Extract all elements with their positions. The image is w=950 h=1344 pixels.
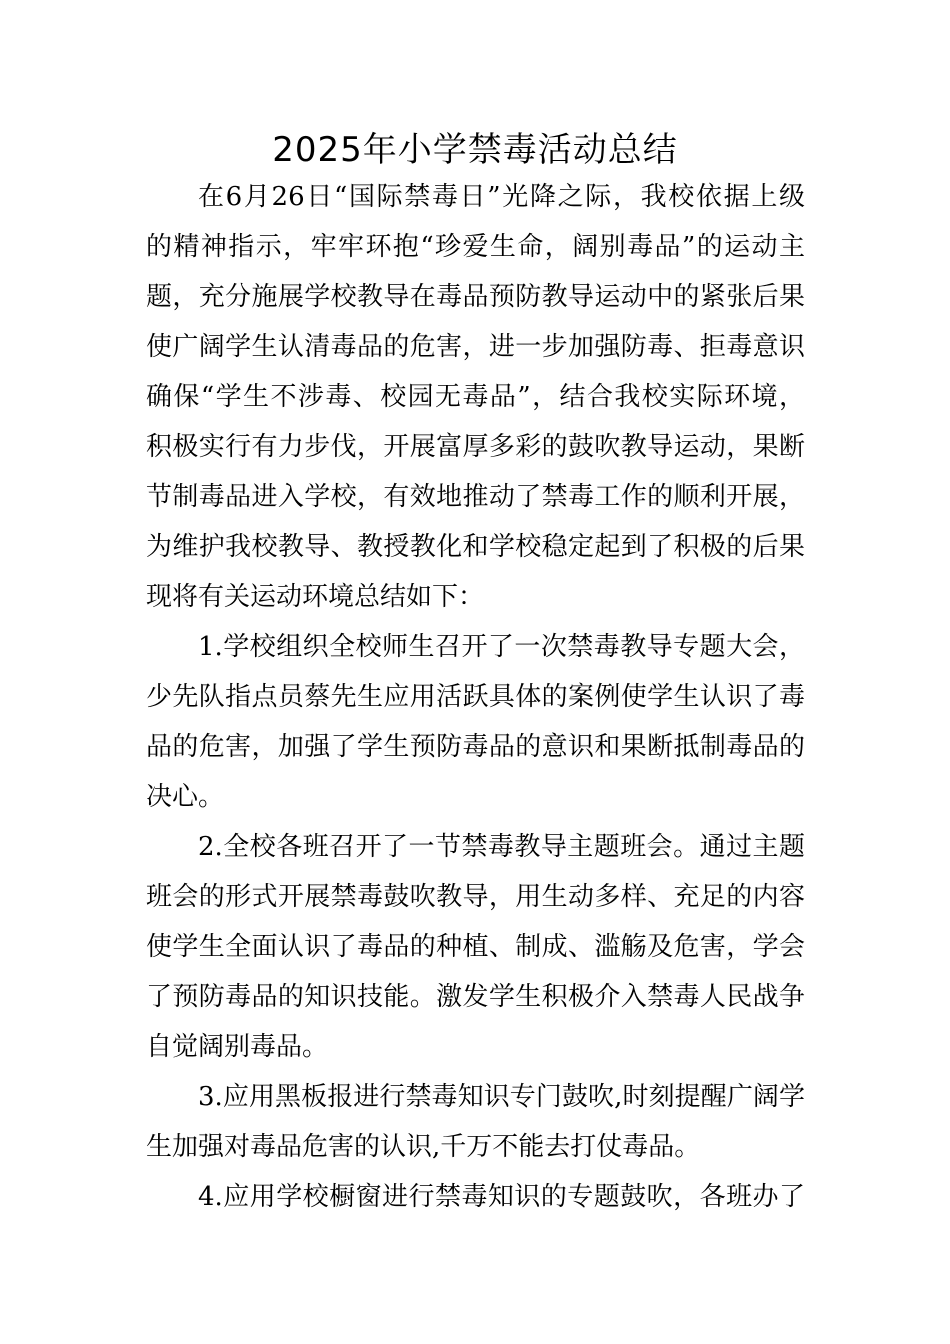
paragraph-2-line-1: 1.学校组织全校师生召开了一次禁毒教导专题大会， [198,632,805,662]
paragraph-3-line-3: 使学生全面认识了毒品的种植、制成、滥觞及危害，学会 [146,932,805,962]
paragraph-1-line-3: 题，充分施展学校教导在毒品预防教导运动中的紧张后果 [146,282,805,312]
paragraph-3-line-4: 了预防毒品的知识技能。激发学生积极介入禁毒人民战争 [146,982,805,1012]
paragraph-1-line-9: 现将有关运动环境总结如下： [146,582,485,612]
paragraph-2-line-4: 决心。 [146,782,225,812]
paragraph-1-line-7: 节制毒品进入学校，有效地推动了禁毒工作的顺利开展， [146,482,805,512]
paragraph-3-line-1: 2.全校各班召开了一节禁毒教导主题班会。通过主题 [198,832,805,862]
paragraph-4-line-2: 生加强对毒品危害的认识,千万不能去打仗毒品。 [146,1132,701,1162]
paragraph-1-line-5: 确保“学生不涉毒、校园无毒品”，结合我校实际环境， [146,382,805,412]
paragraph-1-line-8: 为维护我校教导、教授教化和学校稳定起到了积极的后果 [146,532,805,562]
document-title: 2025年小学禁毒活动总结 [272,130,678,170]
paragraph-2-line-2: 少先队指点员蔡先生应用活跃具体的案例使学生认识了毒 [146,682,805,712]
paragraph-1-line-6: 积极实行有力步伐，开展富厚多彩的鼓吹教导运动，果断 [146,432,805,462]
paragraph-3-line-5: 自觉阔别毒品。 [146,1032,329,1062]
paragraph-5-line-1: 4.应用学校橱窗进行禁毒知识的专题鼓吹，各班办了 [198,1182,805,1212]
paragraph-4-line-1: 3.应用黑板报进行禁毒知识专门鼓吹,时刻提醒广阔学 [198,1082,805,1112]
paragraph-1-line-1: 在6月26日“国际禁毒日”光降之际，我校依据上级 [198,182,805,212]
paragraph-3-line-2: 班会的形式开展禁毒鼓吹教导，用生动多样、充足的内容 [146,882,805,912]
paragraph-1-line-4: 使广阔学生认清毒品的危害，进一步加强防毒、拒毒意识 [146,332,805,362]
paragraph-2-line-3: 品的危害，加强了学生预防毒品的意识和果断抵制毒品的 [146,732,805,762]
paragraph-1-line-2: 的精神指示，牢牢环抱“珍爱生命，阔别毒品”的运动主 [146,232,805,262]
